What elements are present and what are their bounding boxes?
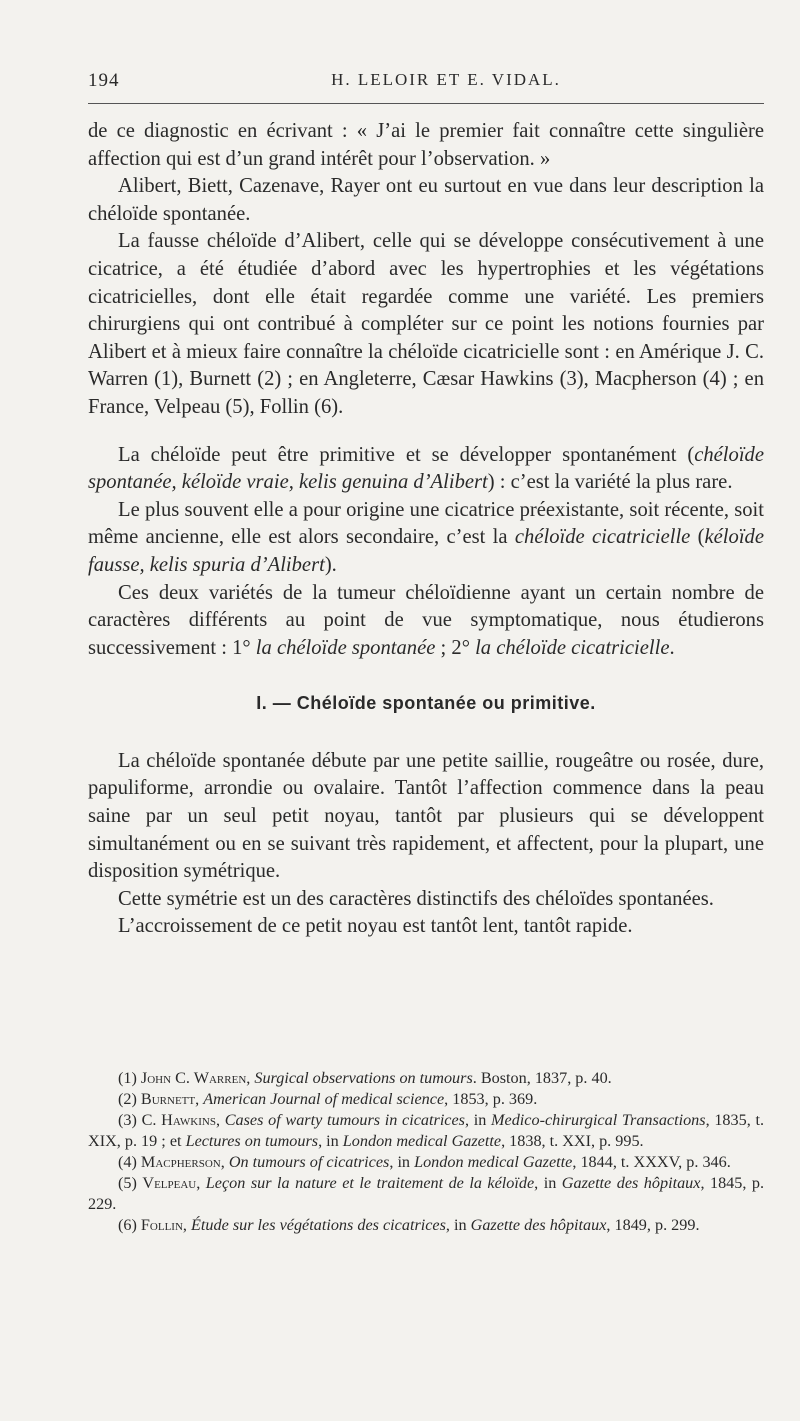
text-run: Ces deux variétés de la tumeur chéloïdienne ayant un certain nombre de caractères différents au point de vue symptomatique, nous étudierons successivement : 1° [88, 581, 764, 659]
footnote-title: Surgical observations on tumours [254, 1069, 473, 1087]
paragraph: La fausse chéloïde d’Alibert, celle qui se développe consécutivement à une cicatrice, a été étudiée d’abord avec les hypertrophies et les végétations cicatricielles, dont elle était regardée comme une variété. Les premiers chirurgiens qui ont contribué à compléter sur ce point les notions fournies par Alibert et à mieux faire connaître la chéloïde cicatricielle sont : en Amérique J. C. Warren (1), Burnett (2) ; en Angleterre, Cæsar Hawkins (3), Macpherson (4) ; en France, Velpeau (5), Follin (6). [88, 230, 764, 418]
text-run: . [669, 636, 675, 659]
paragraph: L’accroissement de ce petit noyau est tantôt lent, tantôt rapide. [118, 915, 633, 938]
footnote: (2) Burnett, American Journal of medical science, 1853, p. 369. [118, 1090, 538, 1108]
footnote: (4) Macpherson, On tumours of cicatrices, in London medical Gazette, 1844, t. XXXV, p. 346. [118, 1153, 731, 1171]
text-run: ) : c’est la variété la plus rare. [487, 471, 733, 494]
paragraph [88, 580, 764, 663]
paragraph [88, 497, 764, 580]
footnote-author: John C. Warren [140, 1069, 247, 1087]
footnote: (3) C. Hawkins, Cases of warty tumours in cicatrices, in Medico-chirurgical Transactions, 1835, t. XIX, p. 19 ; et Lectures on tumours, in London medical Gazette, 1838, t. XXI, p. 995. [88, 1111, 765, 1150]
italic-run: kéloïde fausse, kelis spuria d’Alibert [88, 526, 764, 576]
header-rule [88, 103, 764, 104]
paragraph: La chéloïde spontanée débute par une petite saillie, rougeâtre ou rosée, dure, papuliforme, arrondie ou ovalaire. Tantôt l’affection commence dans la peau saine par un seul petit noyau, tantôt par plusieurs qui se développent simultanément ou en se suivant très rapidement, et affectent, pour la plupart, une disposition symétrique. [88, 749, 764, 883]
italic-run: la chéloïde spontanée [255, 636, 436, 659]
footnote: (5) Velpeau, Leçon sur la nature et le traitement de la kéloïde, in Gazette des hôpitaux, 1845, p. 229. [88, 1174, 765, 1213]
running-title: H. LELOIR ET E. VIDAL. [331, 70, 561, 89]
text-run: La chéloïde peut être primitive et se développer spontanément ( [118, 443, 695, 466]
italic-run: chéloïde spontanée, kéloïde vraie, kelis genuina d’Alibert [88, 443, 764, 494]
page-number: 194 [88, 70, 120, 91]
footnote-author: Velpeau [142, 1174, 197, 1192]
italic-run: chéloïde cicatricielle [514, 526, 691, 549]
footnote-title: Leçon sur la nature et le traitement de la kéloïde [205, 1174, 535, 1192]
body-text [88, 118, 764, 941]
paragraph: Cette symétrie est un des caractères distinctifs des chéloïdes spontanées. [118, 887, 714, 910]
text-run: ; 2° [435, 636, 476, 659]
footnote-title: Cases of warty tumours in cicatrices [224, 1111, 465, 1129]
footnote-author: Hawkins [161, 1111, 216, 1129]
footnote: (6) Follin, Étude sur les végétations des cicatrices, in Gazette des hôpitaux, 1849, p. 299. [118, 1216, 700, 1234]
footnotes [88, 1068, 764, 1236]
footnote-author: Macpherson [140, 1153, 221, 1171]
paragraph: Alibert, Biett, Cazenave, Rayer ont eu surtout en vue dans leur description la chéloïde spontanée. [88, 175, 764, 225]
footnote-title: American Journal of medical science [203, 1090, 445, 1108]
section-heading: I. — Chéloïde spontanée ou primitive. [256, 693, 596, 714]
footnote: (1) John C. Warren, Surgical observations on tumours. Boston, 1837, p. 40. [118, 1069, 612, 1087]
text-run: Le plus souvent elle a pour origine une cicatrice préexistante, soit récente, soit même ancienne, elle est alors secondaire, c’est la [88, 498, 764, 549]
page-header [88, 70, 764, 104]
footnote-title: Étude sur les végétations des cicatrices [191, 1216, 446, 1234]
text-run: ( [690, 526, 705, 549]
footnote-title: On tumours of cicatrices [228, 1153, 390, 1171]
footnote-author: Follin [140, 1216, 183, 1234]
paragraph [88, 442, 764, 497]
paragraph: de ce diagnostic en écrivant : « J’ai le premier fait connaître cette singulière affection qui est d’un grand intérêt pour l’observation. » [88, 120, 764, 170]
footnote-author: Burnett [140, 1090, 196, 1108]
text-run: ). [324, 553, 337, 576]
italic-run: la chéloïde cicatricielle [475, 636, 670, 659]
